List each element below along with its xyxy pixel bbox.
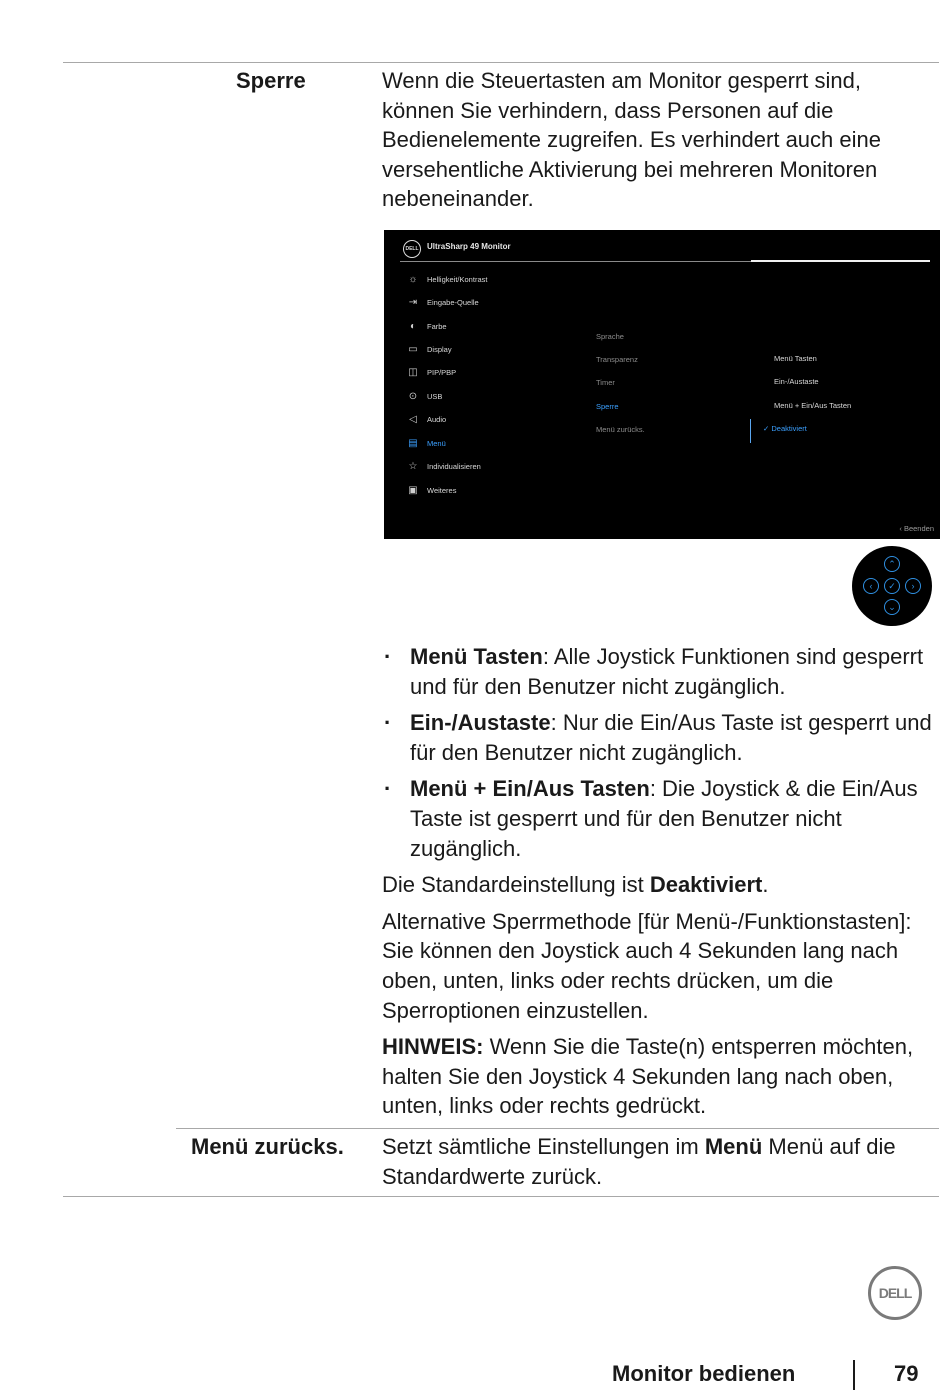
- joystick-right-icon: ›: [905, 578, 921, 594]
- osd-submenu-item[interactable]: Menü zurücks.: [596, 425, 645, 434]
- star-icon: ☆: [408, 460, 418, 472]
- list-item: [382, 708, 932, 767]
- option-term: Menü Tasten: [410, 644, 543, 669]
- osd-submenu-item-selected[interactable]: Sperre: [596, 402, 619, 411]
- page-number: 79: [894, 1361, 919, 1386]
- footer-section-title: Monitor bedienen: [612, 1361, 796, 1386]
- input-source-icon: ⇥: [408, 296, 418, 308]
- osd-divider-highlight: [751, 260, 930, 262]
- osd-menu-item[interactable]: [406, 319, 447, 333]
- row-label-reset: Menü zurücks.: [191, 1134, 344, 1159]
- osd-menu-label: Helligkeit/Kontrast: [427, 274, 488, 284]
- osd-title: UltraSharp 49 Monitor: [427, 242, 511, 251]
- osd-menu-item[interactable]: [406, 459, 481, 473]
- list-item: [382, 774, 932, 863]
- bottom-rule: [63, 1196, 939, 1197]
- brightness-icon: ☼: [408, 273, 418, 285]
- osd-menu-item[interactable]: [406, 389, 442, 403]
- osd-option[interactable]: Ein-/Austaste: [774, 377, 819, 386]
- default-value: Deaktiviert: [649, 872, 763, 898]
- sperre-details: [382, 642, 932, 1121]
- osd-menu-item-selected[interactable]: [406, 436, 446, 450]
- osd-menu-label: Individualisieren: [427, 461, 481, 471]
- joystick-left-icon: ‹: [863, 578, 879, 594]
- osd-exit-button[interactable]: ‹ Beenden: [899, 524, 934, 533]
- reset-text-bold: Menü: [704, 1134, 763, 1159]
- osd-menu-item[interactable]: [406, 365, 456, 379]
- list-item: [382, 642, 932, 701]
- audio-icon: ◁: [409, 413, 417, 425]
- osd-menu-item[interactable]: [406, 412, 446, 426]
- osd-menu-screenshot: [384, 230, 940, 539]
- osd-option-selected[interactable]: [763, 424, 807, 433]
- others-icon: ▣: [408, 484, 418, 496]
- osd-menu-label: Farbe: [427, 321, 447, 331]
- row-label-sperre: Sperre: [236, 68, 306, 93]
- osd-submenu-item[interactable]: Transparenz: [596, 355, 638, 364]
- osd-selection-bar: [750, 419, 751, 443]
- option-term: Menü + Ein/Aus Tasten: [410, 776, 650, 802]
- reset-text: [382, 1132, 932, 1191]
- row-divider: [176, 1128, 939, 1129]
- default-setting: [382, 870, 932, 900]
- osd-option[interactable]: Menü Tasten: [774, 354, 817, 363]
- joystick-graphic: [852, 546, 932, 626]
- osd-menu-item[interactable]: [406, 272, 487, 286]
- dell-logo: DELL: [868, 1266, 922, 1320]
- option-term: Ein-/Austaste: [410, 710, 551, 736]
- check-icon: ✓: [763, 424, 770, 433]
- lock-options-list: [382, 642, 932, 863]
- osd-dell-logo: DELL: [403, 240, 421, 258]
- option-desc: : Nur die Ein/Aus Taste ist gesperrt und für den Benutzer nicht zugänglich.: [410, 710, 932, 765]
- osd-menu-label: Weiteres: [427, 485, 457, 495]
- joystick-up-icon: ⌃: [884, 556, 900, 572]
- reset-text-suffix: Menü auf die Standardwerte zurück.: [382, 1134, 896, 1189]
- sperre-intro: Wenn die Steuertasten am Monitor gesperrt sind, können Sie verhindern, dass Personen auf die Bedienelemente zugreifen. Es verhindert auch eine versehentliche Aktivierung bei mehreren Monitoren nebeneinander.: [382, 68, 881, 212]
- osd-option[interactable]: Menü + Ein/Aus Tasten: [774, 401, 852, 410]
- footer-separator: [853, 1360, 855, 1390]
- osd-submenu-item[interactable]: Sprache: [596, 332, 624, 341]
- osd-option-label: Deaktiviert: [771, 424, 807, 433]
- note: [382, 1032, 932, 1121]
- osd-menu-item[interactable]: [406, 483, 456, 497]
- osd-divider: [400, 261, 751, 262]
- osd-menu-label: Display: [427, 344, 452, 354]
- note-label: HINWEIS:: [382, 1034, 484, 1060]
- default-suffix: .: [762, 872, 769, 898]
- osd-menu-label: PIP/PBP: [427, 367, 457, 377]
- display-icon: ▭: [408, 343, 418, 355]
- osd-menu-label: Eingabe-Quelle: [427, 297, 479, 307]
- joystick-down-icon: ⌄: [884, 599, 900, 615]
- option-desc: : Alle Joystick Funktionen sind gesperrt und für den Benutzer nicht zugänglich.: [410, 644, 924, 699]
- note-text: Wenn Sie die Taste(n) entsperren möchten, halten Sie den Joystick 4 Sekunden lang nach oben, unten, links oder rechts gedrückt.: [382, 1034, 914, 1119]
- osd-menu-item[interactable]: [406, 342, 452, 356]
- osd-menu-label: Menü: [427, 438, 446, 448]
- usb-icon: ⊙: [408, 390, 418, 402]
- color-palette-icon: ◐: [409, 320, 417, 332]
- osd-menu-label: Audio: [427, 414, 447, 424]
- osd-menu-item[interactable]: [406, 295, 479, 309]
- option-desc: : Die Joystick & die Ein/Aus Taste ist gesperrt und für den Benutzer nicht zugänglich.: [410, 776, 918, 861]
- top-rule: [63, 62, 939, 63]
- reset-text-prefix: Setzt sämtliche Einstellungen im: [382, 1134, 705, 1159]
- pip-pbp-icon: ◫: [408, 366, 418, 378]
- joystick-center-icon: ✓: [884, 578, 900, 594]
- default-prefix: Die Standardeinstellung ist: [382, 872, 650, 898]
- menu-icon: ▤: [408, 437, 418, 449]
- osd-menu-label: USB: [427, 391, 443, 401]
- alternative-method: Alternative Sperrmethode [für Menü-/Funktionstasten]: Sie können den Joystick auch 4 Sekunden lang nach oben, unten, links oder rechts drücken, um die Sperroptionen einzustellen.: [382, 908, 912, 1023]
- osd-submenu-item[interactable]: Timer: [596, 378, 615, 387]
